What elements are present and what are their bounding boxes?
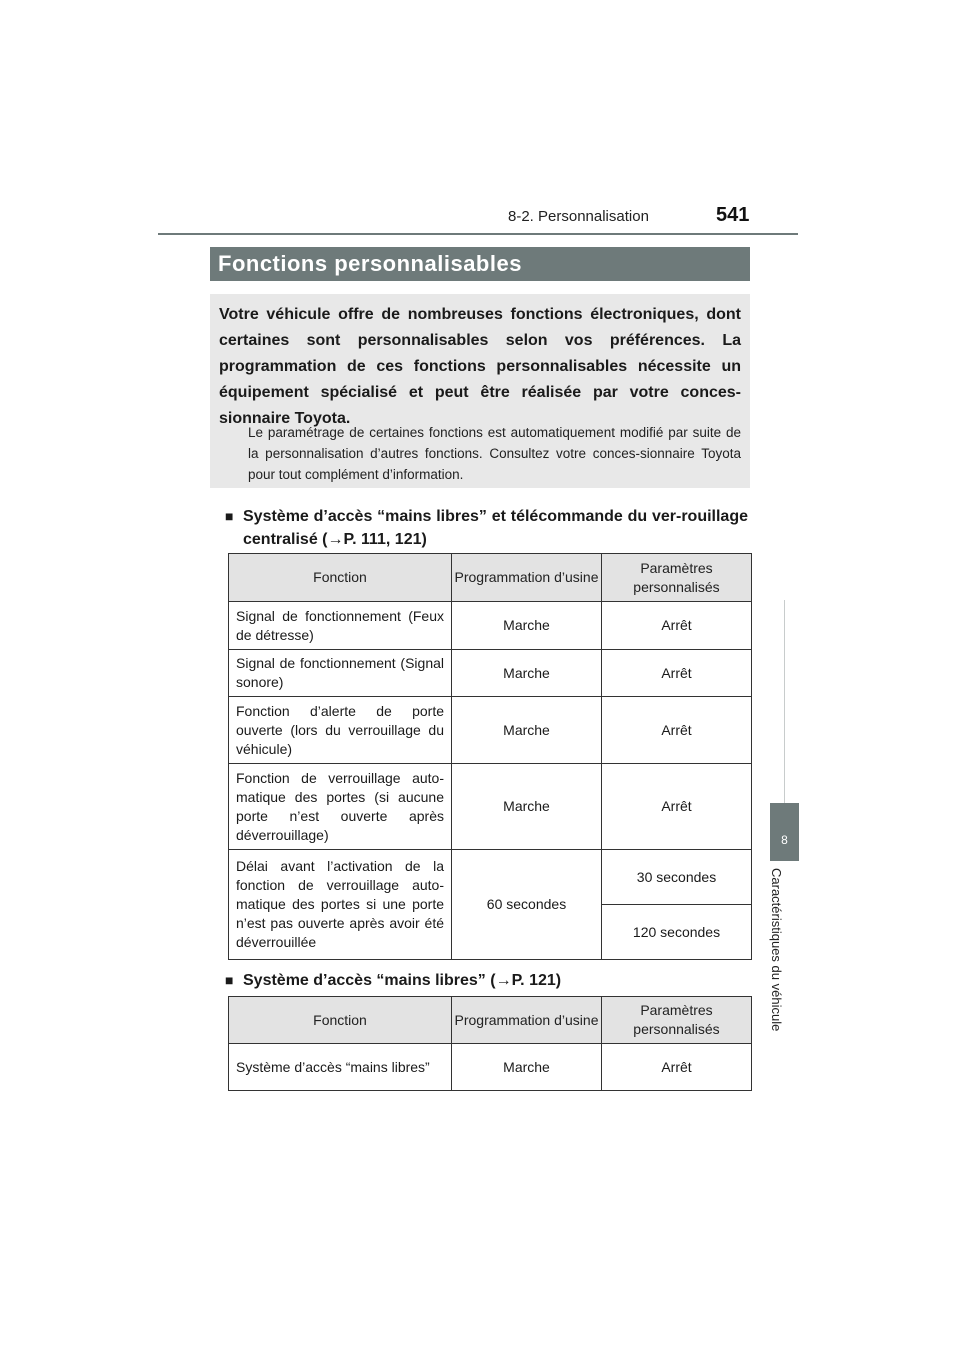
- table-header-row: [229, 554, 752, 602]
- chapter-label: [771, 868, 797, 1058]
- column-header: Programmation d’usine: [452, 554, 602, 602]
- default-cell: Marche: [452, 697, 602, 764]
- default-cell: 60 secondes: [452, 850, 602, 960]
- column-header: Fonction: [229, 554, 452, 602]
- bullet-square-icon: ■: [225, 508, 234, 524]
- table-row: [229, 764, 752, 850]
- table-row: [229, 650, 752, 697]
- function-cell: Signal de fonctionnement (Feux de détresse): [229, 602, 452, 650]
- chapter-tab: [770, 803, 799, 861]
- section1-table: [228, 553, 752, 960]
- custom-cell: Arrêt: [602, 602, 752, 650]
- custom-cell: Arrêt: [602, 650, 752, 697]
- chapter-number: 8: [781, 833, 788, 847]
- section2-table: [228, 996, 752, 1091]
- table-header-row: [229, 997, 752, 1044]
- section2-heading-text: Système d’accès “mains libres” (→P. 121): [243, 972, 562, 989]
- default-cell: Marche: [452, 1044, 602, 1091]
- section1-heading-text: Système d’accès “mains libres” et télécommande du ver-rouillage centralisé (→P. 111, 121): [243, 508, 748, 548]
- custom-cell: 30 secondes: [602, 850, 752, 905]
- header-divider: [158, 233, 798, 235]
- chapter-label-text: Caractéristiques du véhicule: [769, 868, 784, 1032]
- function-cell: Délai avant l’activation de la fonction de verrouillage auto-matique des portes si une porte n’est pas ouverte après avoir été déverrouillée: [229, 850, 452, 960]
- table-row: [229, 850, 752, 905]
- intro-note: Le paramétrage de certaines fonctions est automatiquement modifié par suite de la personnalisation d’autres fonctions. Consultez votre conces-sionnaire Toyota pour tout complément d’information.: [248, 425, 741, 482]
- header-section-title: 8-2. Personnalisation: [508, 208, 649, 225]
- side-tab-line: [784, 600, 785, 803]
- table-row: [229, 697, 752, 764]
- column-header: Programmation d’usine: [452, 997, 602, 1044]
- intro-lead: Votre véhicule offre de nombreuses fonctions électroniques, dont certaines sont personnalisables selon vos préférences. La programmation de ces fonctions personnalisables nécessite un équipement spécialisé et peut être réalisée par votre conces-sionnaire Toyota.: [219, 306, 741, 427]
- section1-heading: [225, 505, 748, 551]
- bullet-square-icon: ■: [225, 972, 234, 988]
- column-header: Paramètres personnalisés: [602, 997, 752, 1044]
- section-title-bar: [210, 247, 750, 281]
- function-cell: Fonction de verrouillage auto-matique des portes (si aucune porte n’est ouverte après déverrouillage): [229, 764, 452, 850]
- intro-box: [210, 294, 750, 488]
- custom-cell: Arrêt: [602, 697, 752, 764]
- function-cell: Fonction d’alerte de porte ouverte (lors du verrouillage du véhicule): [229, 697, 452, 764]
- default-cell: Marche: [452, 602, 602, 650]
- column-header: Fonction: [229, 997, 452, 1044]
- custom-cell: Arrêt: [602, 764, 752, 850]
- custom-cell: 120 secondes: [602, 905, 752, 960]
- column-header: Paramètres personnalisés: [602, 554, 752, 602]
- table-row: [229, 602, 752, 650]
- page-title: Fonctions personnalisables: [218, 251, 522, 276]
- section2-heading: [225, 969, 748, 992]
- default-cell: Marche: [452, 764, 602, 850]
- default-cell: Marche: [452, 650, 602, 697]
- custom-cell: Arrêt: [602, 1044, 752, 1091]
- function-cell: Signal de fonctionnement (Signal sonore): [229, 650, 452, 697]
- page-number: 541: [716, 204, 750, 226]
- function-cell: Système d’accès “mains libres”: [229, 1044, 452, 1091]
- table-row: [229, 1044, 752, 1091]
